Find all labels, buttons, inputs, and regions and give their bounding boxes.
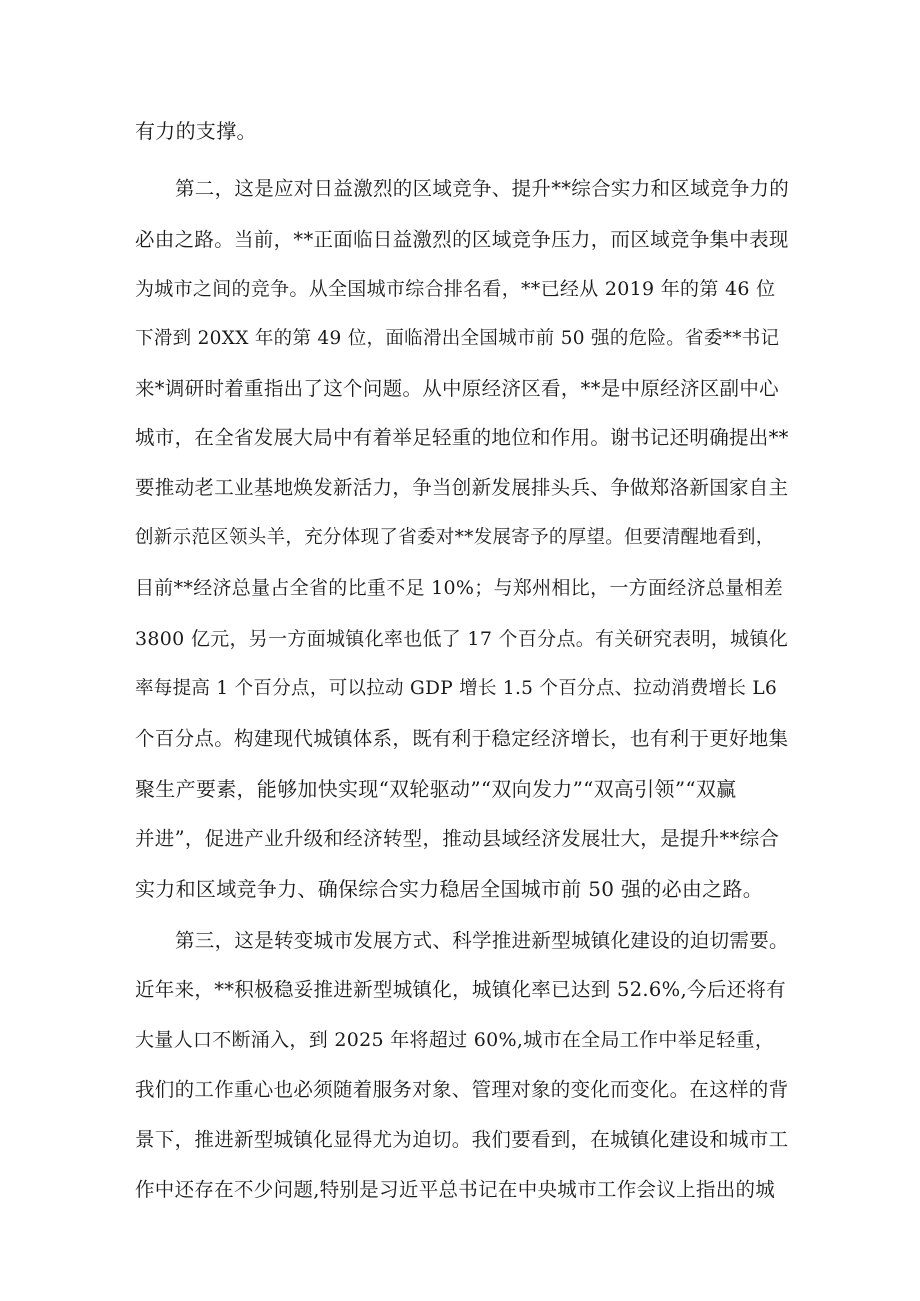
paragraph-2-first-line: 第二，这是应对日益激烈的区域竞争、提升**综合实力和区域竞争力的 bbox=[175, 177, 790, 200]
text-line: 城市，在全省发展大局中有着举足轻重的地位和作用。谢书记还明确提出** bbox=[135, 426, 789, 449]
text-line: 创新示范区领头羊，充分体现了省委对**发展寄予的厚望。但要清醒地看到， bbox=[135, 527, 775, 548]
text-line: 并进”，促进产业升级和经济转型，推动县域经济发展壮大，是提升**综合 bbox=[135, 827, 780, 850]
text-line: 大量人口不断涌入，到 2025 年将超过 60%,城市在全局工作中举足轻重， bbox=[135, 1029, 775, 1051]
text-line: 景下，推进新型城镇化显得尤为迫切。我们要看到，在城镇化建设和城市工 bbox=[135, 1128, 789, 1151]
text-line: 有力的支撑。 bbox=[135, 119, 257, 143]
text-line: 聚生产要素，能够加快实现“双轮驱动”“双向发力”“双高引领”“双赢 bbox=[135, 777, 737, 801]
text-line: 必由之路。当前，**正面临日益激烈的区域竞争压力，而区域竞争集中表现 bbox=[135, 228, 789, 251]
text-line: 率每提高 1 个百分点，可以拉动 GDP 增长 1.5 个百分点、拉动消费增长 L6 bbox=[135, 678, 778, 699]
text-line: 近年来，**积极稳妥推进新型城镇化，城镇化率已达到 52.6%,今后还将有 bbox=[135, 978, 786, 1001]
text-line: 目前**经济总量占全省的比重不足 10%；与郑州相比，一方面经济总量相差 bbox=[135, 577, 784, 599]
text-line: 我们的工作重心也必须随着服务对象、管理对象的变化而变化。在这样的背 bbox=[135, 1078, 789, 1101]
text-line: 实力和区域竞争力、确保综合实力稳居全国城市前 50 强的必由之路。 bbox=[135, 877, 764, 901]
text-line: 要推动老工业基地焕发新活力，争当创新发展排头兵、争做郑洛新国家自主 bbox=[135, 476, 789, 499]
text-line: 下滑到 20XX 年的第 49 位，面临滑出全国城市前 50 强的危险。省委**书记 bbox=[135, 328, 780, 349]
text-line: 作中还存在不少问题,特别是习近平总书记在中央城市工作会议上指出的城 bbox=[135, 1178, 776, 1201]
text-line: 为城市之间的竞争。从全国城市综合排名看，**已经从 2019 年的第 46 位 bbox=[135, 278, 776, 300]
text-line: 3800 亿元，另一方面城镇化率也低了 17 个百分点。有关研究表明，城镇化 bbox=[135, 628, 789, 650]
text-line: 个百分点。构建现代城镇体系，既有利于稳定经济增长，也有利于更好地集 bbox=[135, 727, 789, 750]
paragraph-3-first-line: 第三，这是转变城市发展方式、科学推进新型城镇化建设的迫切需要。 bbox=[175, 929, 789, 952]
text-line: 来*调研时着重指出了这个问题。从中原经济区看，**是中原经济区副中心 bbox=[135, 377, 779, 400]
